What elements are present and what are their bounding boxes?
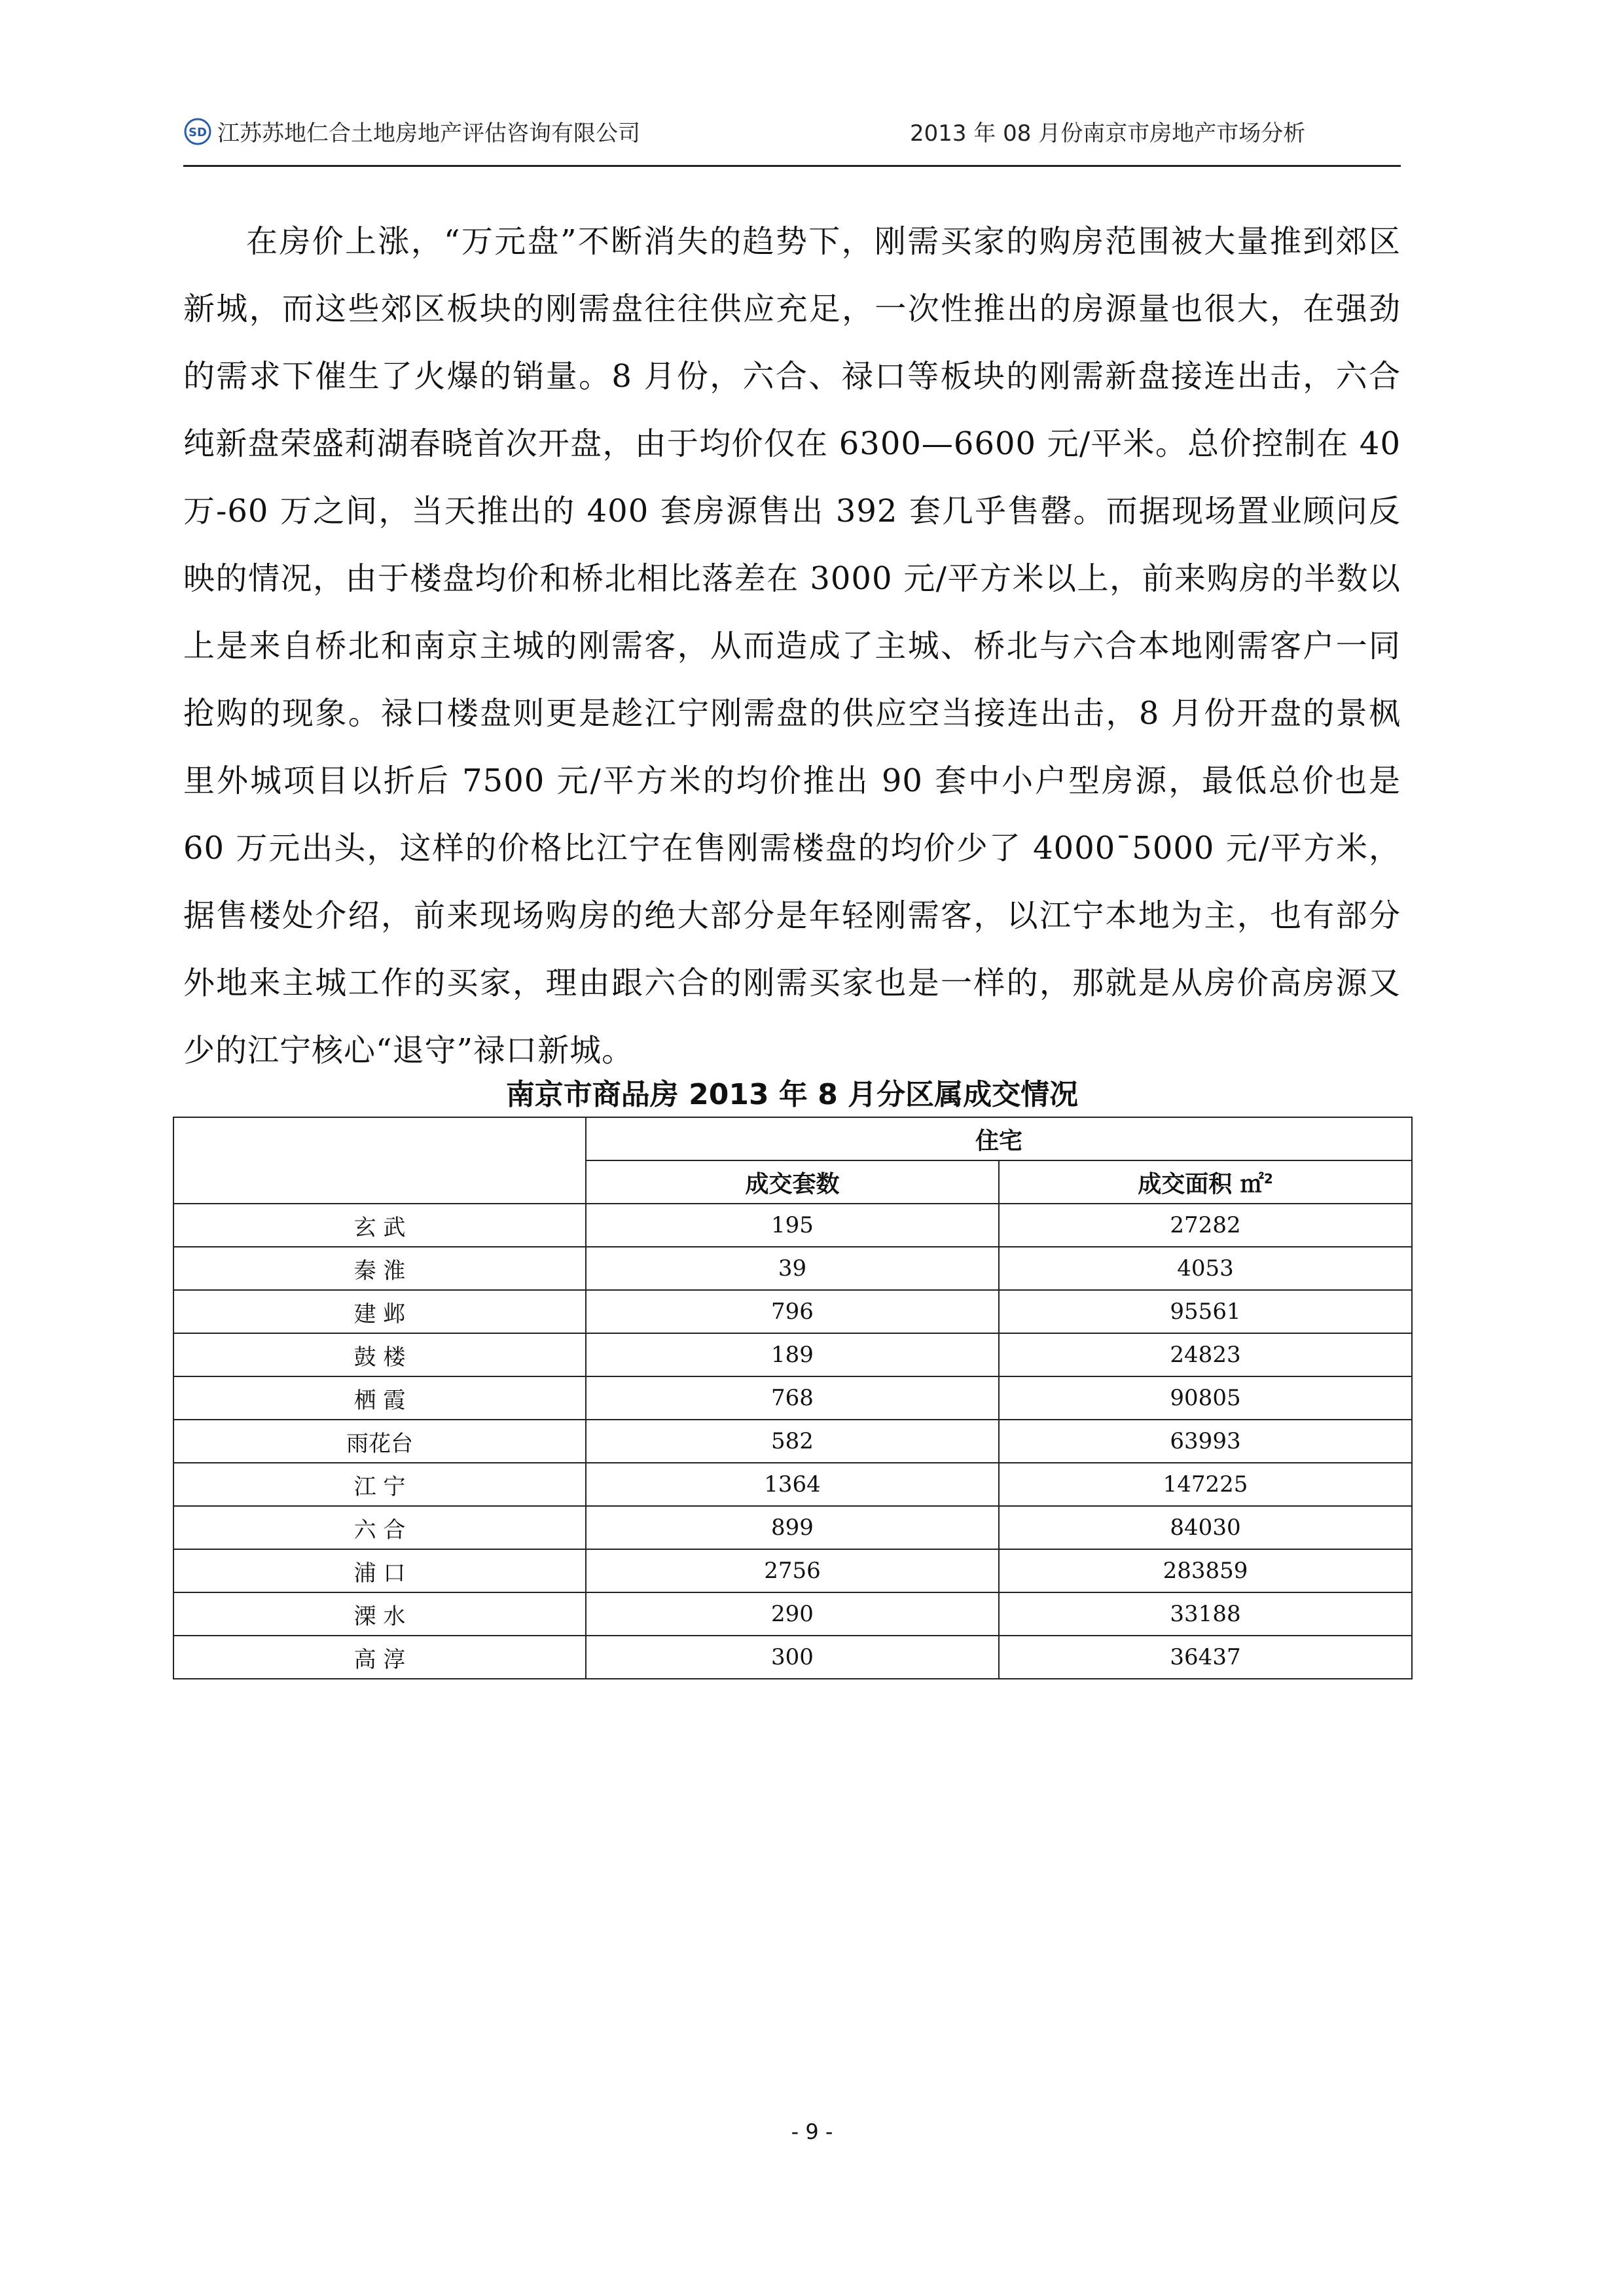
district-cell: 玄 武 xyxy=(173,1204,586,1247)
header-company-block xyxy=(183,115,640,147)
table-row xyxy=(173,1420,1412,1463)
table-row xyxy=(173,1204,1412,1247)
units-cell: 899 xyxy=(586,1506,999,1549)
district-cell: 鼓 楼 xyxy=(173,1333,586,1376)
area-column-label: 成交面积 ㎡ xyxy=(1138,1170,1264,1198)
area-cell: 24823 xyxy=(999,1333,1412,1376)
district-sales-table xyxy=(173,1117,1413,1679)
table-header-row-1 xyxy=(173,1117,1412,1160)
header-divider xyxy=(183,165,1401,167)
units-cell: 195 xyxy=(586,1204,999,1247)
area-cell: 84030 xyxy=(999,1506,1412,1549)
residential-group-header: 住宅 xyxy=(586,1117,1412,1160)
units-cell: 2756 xyxy=(586,1549,999,1592)
district-header-cell xyxy=(173,1117,586,1204)
header-report-title: 2013 年 08 月份南京市房地产市场分析 xyxy=(910,120,1306,147)
page-number: - 9 - xyxy=(791,2119,833,2144)
table-row xyxy=(173,1592,1412,1636)
table-row xyxy=(173,1549,1412,1592)
area-cell: 283859 xyxy=(999,1549,1412,1592)
header-company-name: 江苏苏地仁合土地房地产评估咨询有限公司 xyxy=(217,120,640,147)
units-cell: 189 xyxy=(586,1333,999,1376)
district-cell: 浦 口 xyxy=(173,1549,586,1592)
table-row xyxy=(173,1290,1412,1333)
area-cell: 63993 xyxy=(999,1420,1412,1463)
area-cell: 33188 xyxy=(999,1592,1412,1636)
page-header xyxy=(183,105,1401,164)
district-cell: 栖 霞 xyxy=(173,1376,586,1420)
table-row xyxy=(173,1463,1412,1506)
area-cell: 95561 xyxy=(999,1290,1412,1333)
district-cell: 江 宁 xyxy=(173,1463,586,1506)
area-cell: 27282 xyxy=(999,1204,1412,1247)
units-cell: 290 xyxy=(586,1592,999,1636)
units-cell: 300 xyxy=(586,1636,999,1679)
units-cell: 39 xyxy=(586,1247,999,1290)
units-cell: 1364 xyxy=(586,1463,999,1506)
body-paragraph: 在房价上涨，“万元盘”不断消失的趋势下，刚需买家的购房范围被大量推到郊区新城，而这些郊区板块的刚需盘往往供应充足，一次性推出的房源量也很大，在强劲的需求下催生了火爆的销量。8 月份，六合、禄口等板块的刚需新盘接连出击，六合纯新盘荣盛莉湖春晓首次开盘，由于均价仅在 6300—6600 元/平米。总价控制在 40 万-60 万之间，当天推出的 400 套房源售出 392 套几乎售罄。而据现场置业顾问反映的情况，由于楼盘均价和桥北相比落差在 3000 元/平方米以上，前来购房的半数以上是来自桥北和南京主城的刚需客，从而造成了主城、桥北与六合本地刚需客户一同抢购的现象。禄口楼盘则更是趁江宁刚需盘的供应空当接连出击，8 月份开盘的景枫里外城项目以折后 7500 元/平方米的均价推出 90 套中小户型房源，最低总价也是 60 万元出头，这样的价格比江宁在售刚需楼盘的均价少了 4000¯5000 元/平方米，据售楼处介绍，前来现场购房的绝大部分是年轻刚需客，以江宁本地为主，也有部分外地来主城工作的买家，理由跟六合的刚需买家也是一样的，那就是从房价高房源又少的江宁核心“退守”禄口新城。 xyxy=(183,223,1401,1069)
district-cell: 高 淳 xyxy=(173,1636,586,1679)
area-cell: 36437 xyxy=(999,1636,1412,1679)
svg-text:SD: SD xyxy=(189,125,207,139)
table-row xyxy=(173,1333,1412,1376)
district-cell: 雨花台 xyxy=(173,1420,586,1463)
table-row xyxy=(173,1506,1412,1549)
area-unit-superscript: 2 xyxy=(1263,1170,1273,1187)
company-logo-icon xyxy=(183,117,212,146)
district-cell: 六 合 xyxy=(173,1506,586,1549)
units-column-header: 成交套数 xyxy=(586,1160,999,1204)
units-cell: 796 xyxy=(586,1290,999,1333)
table-row xyxy=(173,1376,1412,1420)
area-cell: 147225 xyxy=(999,1463,1412,1506)
area-column-header xyxy=(999,1160,1412,1204)
table-title: 南京市商品房 2013 年 8 月分区属成交情况 xyxy=(505,1078,1079,1111)
units-cell: 768 xyxy=(586,1376,999,1420)
table-row xyxy=(173,1247,1412,1290)
area-cell: 90805 xyxy=(999,1376,1412,1420)
units-cell: 582 xyxy=(586,1420,999,1463)
district-cell: 秦 淮 xyxy=(173,1247,586,1290)
table-row xyxy=(173,1636,1412,1679)
district-cell: 溧 水 xyxy=(173,1592,586,1636)
district-cell: 建 邺 xyxy=(173,1290,586,1333)
area-cell: 4053 xyxy=(999,1247,1412,1290)
